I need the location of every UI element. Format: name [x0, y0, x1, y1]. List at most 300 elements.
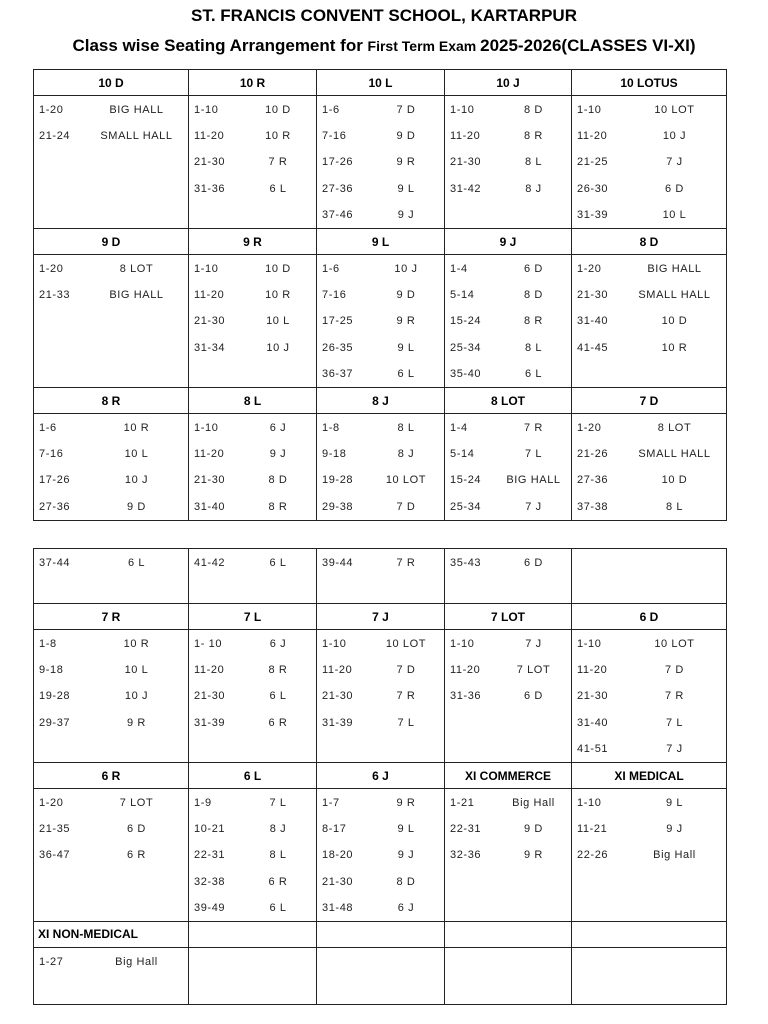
class-header-6-j: 6 J	[317, 763, 445, 789]
roll-range: 1-8	[39, 638, 57, 651]
seating-cell	[445, 255, 572, 388]
seat-line	[572, 308, 726, 334]
roll-range: 1-10	[194, 422, 219, 435]
roll-range: 31-40	[577, 315, 609, 328]
room-assignment: BIG HALL	[109, 104, 164, 117]
subtitle-part-c: 2025-2026(CLASSES VI-XI)	[480, 36, 696, 55]
class-header-8-j: 8 J	[317, 388, 445, 414]
seat-line	[34, 790, 188, 816]
empty-header-cell	[572, 921, 727, 947]
seat-line	[445, 790, 571, 816]
roll-range: 11-20	[194, 448, 225, 461]
room-assignment: 10 L	[266, 315, 290, 328]
roll-range: 11-20	[450, 664, 481, 677]
seat-line	[572, 657, 726, 683]
room-assignment: 10 R	[265, 289, 291, 302]
room-assignment: 8 LOT	[657, 422, 692, 435]
roll-range: 9-18	[39, 664, 64, 677]
seat-line	[317, 335, 444, 361]
seating-cell	[34, 789, 189, 922]
roll-range: 32-36	[450, 849, 482, 862]
roll-range: 41-42	[194, 557, 226, 570]
seating-cell	[445, 96, 572, 229]
room-assignment: 8 R	[524, 315, 543, 328]
roll-range: 7-16	[322, 289, 347, 302]
roll-range: 7-16	[322, 130, 347, 143]
room-assignment: 7 R	[396, 690, 416, 703]
roll-range: 1-8	[322, 422, 340, 435]
seating-cell	[34, 96, 189, 229]
seat-line	[317, 467, 444, 493]
seat-line	[572, 467, 726, 493]
class-header-xi-non-medical: XI NON-MEDICAL	[34, 921, 189, 947]
roll-range: 1-20	[39, 104, 64, 117]
seat-line	[317, 97, 444, 123]
roll-range: 29-38	[322, 500, 354, 513]
seat-line	[34, 710, 188, 736]
roll-range: 11-20	[194, 664, 225, 677]
room-assignment: 10 R	[123, 638, 150, 651]
room-assignment: 6 D	[524, 690, 543, 703]
seat-line	[317, 176, 444, 202]
room-assignment: SMALL HALL	[638, 448, 711, 461]
room-assignment: 6 L	[127, 557, 146, 570]
roll-range: 9-18	[322, 448, 347, 461]
roll-range: 32-38	[194, 875, 226, 888]
class-header-7-r: 7 R	[34, 604, 189, 630]
class-header-6-r: 6 R	[34, 763, 189, 789]
seat-line	[189, 282, 316, 308]
roll-range: 21-30	[194, 315, 226, 328]
seat-line	[189, 123, 316, 149]
roll-range: 15-24	[450, 474, 482, 487]
seating-cell	[317, 255, 445, 388]
seating-cell	[317, 549, 445, 604]
seating-cell	[189, 255, 317, 388]
seat-line	[572, 97, 726, 123]
roll-range: 18-20	[322, 849, 354, 862]
class-header-row	[34, 763, 727, 789]
seating-cell	[317, 414, 445, 521]
room-assignment: 10 D	[661, 474, 688, 487]
room-assignment: 10 D	[265, 104, 291, 117]
empty-header-cell	[189, 921, 317, 947]
room-assignment: 6 R	[268, 875, 288, 888]
seat-line	[189, 256, 316, 282]
subtitle-part-b: First Term Exam	[367, 38, 481, 54]
seat-line	[189, 494, 316, 520]
class-header-row	[34, 921, 727, 947]
seat-line	[34, 97, 188, 123]
room-assignment: 9 D	[396, 130, 416, 143]
seat-line	[572, 256, 726, 282]
seat-line	[34, 550, 188, 576]
roll-range: 1-10	[194, 104, 219, 117]
roll-range: 11-21	[577, 823, 608, 836]
seating-table-page-1	[33, 69, 727, 521]
room-assignment: 6 L	[269, 901, 287, 914]
room-assignment: 6 L	[397, 367, 415, 380]
roll-range: 21-35	[39, 823, 71, 836]
seat-line	[34, 441, 188, 467]
room-assignment: 10 R	[123, 422, 150, 435]
seat-line	[189, 441, 316, 467]
roll-range: 1-27	[39, 956, 64, 969]
room-assignment: 10 J	[124, 474, 149, 487]
seat-line	[317, 149, 444, 175]
class-header-row	[34, 70, 727, 96]
seat-line	[34, 282, 188, 308]
class-header-10-d: 10 D	[34, 70, 189, 96]
empty-header-cell	[445, 921, 572, 947]
seat-line	[317, 869, 444, 895]
seat-line	[34, 816, 188, 842]
room-assignment: 10 L	[662, 208, 687, 221]
room-assignment: 8 D	[396, 875, 416, 888]
seat-line	[445, 631, 571, 657]
roll-range: 22-31	[450, 823, 482, 836]
seat-line	[189, 149, 316, 175]
seat-line	[445, 97, 571, 123]
seating-cell	[572, 255, 727, 388]
seat-line	[189, 415, 316, 441]
room-assignment: 6 R	[268, 716, 288, 729]
room-assignment: 8 R	[524, 130, 543, 143]
seat-line	[317, 282, 444, 308]
room-assignment: 6 L	[269, 690, 287, 703]
seating-row	[34, 255, 727, 388]
seat-line	[445, 842, 571, 868]
room-assignment: 10 LOT	[654, 638, 695, 651]
room-assignment: 10 J	[124, 690, 149, 703]
roll-range: 1-10	[322, 638, 347, 651]
seat-line	[317, 895, 444, 921]
roll-range: 31-39	[577, 208, 609, 221]
room-assignment: 8 J	[397, 448, 415, 461]
room-assignment: 7 L	[397, 716, 415, 729]
seat-line	[34, 631, 188, 657]
seat-line	[317, 683, 444, 709]
roll-range: 21-30	[322, 690, 354, 703]
seating-cell	[34, 255, 189, 388]
roll-range: 1-7	[322, 797, 340, 810]
room-assignment: 6 L	[524, 367, 543, 380]
seating-cell	[189, 96, 317, 229]
seating-row	[34, 947, 727, 1004]
seat-line	[445, 361, 571, 387]
room-assignment: 7 J	[666, 742, 683, 755]
roll-range: 19-28	[39, 690, 71, 703]
seat-line	[445, 176, 571, 202]
page-subtitle	[0, 36, 768, 56]
class-header-8-d: 8 D	[572, 229, 727, 255]
seat-line	[317, 657, 444, 683]
class-header-10-lotus: 10 LOTUS	[572, 70, 727, 96]
seating-cell	[34, 549, 189, 604]
seating-cell	[317, 630, 445, 763]
seat-line	[189, 790, 316, 816]
roll-range: 25-34	[450, 341, 482, 354]
roll-range: 21-30	[322, 875, 354, 888]
roll-range: 11-20	[577, 130, 608, 143]
class-header-xi-medical: XI MEDICAL	[572, 763, 727, 789]
room-assignment: 9 R	[396, 156, 416, 169]
roll-range: 22-26	[577, 849, 609, 862]
room-assignment: 7 LOT	[119, 797, 154, 810]
roll-range: 36-47	[39, 849, 71, 862]
seat-line	[572, 335, 726, 361]
room-assignment: 9 J	[666, 823, 683, 836]
roll-range: 37-46	[322, 208, 354, 221]
seating-cell	[572, 549, 727, 604]
room-assignment: 7 D	[396, 664, 416, 677]
roll-range: 1-6	[322, 104, 340, 117]
seating-row	[34, 789, 727, 922]
roll-range: 1-10	[577, 638, 602, 651]
seating-table-page-2	[33, 548, 727, 1005]
seating-cell	[34, 414, 189, 521]
room-assignment: 9 R	[524, 849, 543, 862]
seat-line	[34, 657, 188, 683]
roll-range: 8-17	[322, 823, 347, 836]
roll-range: 21-30	[194, 156, 226, 169]
room-assignment: Big Hall	[653, 849, 696, 862]
room-assignment: 9 R	[127, 716, 146, 729]
class-header-10-r: 10 R	[189, 70, 317, 96]
room-assignment: 7 R	[524, 422, 543, 435]
seat-line	[189, 710, 316, 736]
room-assignment: 10 LOT	[654, 104, 695, 117]
seat-line	[572, 282, 726, 308]
room-assignment: 6 J	[397, 901, 415, 914]
seating-cell	[34, 947, 189, 1004]
room-assignment: SMALL HALL	[638, 289, 711, 302]
class-header-7-l: 7 L	[189, 604, 317, 630]
roll-range: 1-4	[450, 422, 468, 435]
roll-range: 27-36	[577, 474, 609, 487]
room-assignment: 8 J	[525, 182, 542, 195]
roll-range: 5-14	[450, 448, 475, 461]
room-assignment: 9 J	[397, 849, 415, 862]
roll-range: 21-30	[450, 156, 482, 169]
seat-line	[572, 683, 726, 709]
roll-range: 31-40	[577, 716, 609, 729]
seat-line	[572, 441, 726, 467]
empty-header-cell	[317, 921, 445, 947]
room-assignment: BIG HALL	[506, 474, 561, 487]
seat-line	[572, 842, 726, 868]
roll-range: 1-10	[577, 797, 602, 810]
seating-cell	[445, 549, 572, 604]
seat-line	[34, 123, 188, 149]
room-assignment: 7 J	[666, 156, 683, 169]
roll-range: 21-33	[39, 289, 71, 302]
seating-row	[34, 96, 727, 229]
roll-range: 36-37	[322, 367, 354, 380]
seating-cell	[445, 414, 572, 521]
roll-range: 5-14	[450, 289, 475, 302]
room-assignment: 10 D	[661, 315, 688, 328]
seat-line	[445, 282, 571, 308]
seating-cell	[189, 549, 317, 604]
roll-range: 11-20	[322, 664, 353, 677]
roll-range: 1-6	[322, 263, 340, 276]
class-header-7-j: 7 J	[317, 604, 445, 630]
seat-line	[189, 308, 316, 334]
seat-line	[317, 631, 444, 657]
seating-cell	[189, 789, 317, 922]
room-assignment: 6 D	[127, 823, 146, 836]
class-header-8-lot: 8 LOT	[445, 388, 572, 414]
roll-range: 41-45	[577, 341, 609, 354]
room-assignment: 7 LOT	[516, 664, 551, 677]
class-header-row	[34, 604, 727, 630]
roll-range: 37-44	[39, 557, 71, 570]
seat-line	[189, 335, 316, 361]
seat-line	[572, 123, 726, 149]
roll-range: 31-36	[450, 690, 482, 703]
roll-range: 17-26	[322, 156, 354, 169]
seat-line	[445, 494, 571, 520]
seat-line	[34, 256, 188, 282]
roll-range: 21-30	[194, 474, 226, 487]
room-assignment: 6 L	[269, 182, 287, 195]
empty-cell	[189, 947, 317, 1004]
room-assignment: 9 L	[397, 341, 415, 354]
seat-line	[317, 790, 444, 816]
room-assignment: 7 L	[524, 448, 543, 461]
room-assignment: 8 L	[665, 500, 684, 513]
roll-range: 1-10	[194, 263, 219, 276]
seat-line	[572, 736, 726, 762]
seat-line	[189, 97, 316, 123]
seat-line	[445, 149, 571, 175]
seating-row	[34, 414, 727, 521]
roll-range: 1-6	[39, 422, 57, 435]
class-header-9-d: 9 D	[34, 229, 189, 255]
seat-line	[189, 467, 316, 493]
seating-row	[34, 630, 727, 763]
room-assignment: 10 R	[265, 130, 291, 143]
room-assignment: 10 L	[124, 664, 149, 677]
room-assignment: 7 D	[396, 500, 416, 513]
roll-range: 17-26	[39, 474, 71, 487]
seat-line	[189, 895, 316, 921]
roll-range: 11-20	[194, 289, 225, 302]
seat-line	[317, 415, 444, 441]
room-assignment: 9 L	[397, 823, 415, 836]
seating-cell	[572, 789, 727, 922]
seat-line	[189, 657, 316, 683]
seat-line	[445, 415, 571, 441]
roll-range: 31-36	[194, 182, 226, 195]
room-assignment: 6 J	[269, 422, 287, 435]
roll-range: 21-25	[577, 156, 609, 169]
roll-range: 11-20	[577, 664, 608, 677]
roll-range: 21-26	[577, 448, 609, 461]
seat-line	[572, 415, 726, 441]
seating-cell	[317, 789, 445, 922]
roll-range: 39-44	[322, 557, 354, 570]
seat-line	[317, 494, 444, 520]
roll-range: 22-31	[194, 849, 226, 862]
room-assignment: 6 D	[524, 557, 543, 570]
roll-range: 1- 10	[194, 638, 223, 651]
roll-range: 7-16	[39, 448, 64, 461]
seating-cell	[317, 96, 445, 229]
class-header-7-d: 7 D	[572, 388, 727, 414]
room-assignment: 7 D	[665, 664, 684, 677]
seat-line	[189, 816, 316, 842]
room-assignment: 10 LOT	[385, 638, 427, 651]
roll-range: 10-21	[194, 823, 226, 836]
seating-cell	[34, 630, 189, 763]
room-assignment: 7 J	[525, 638, 542, 651]
seating-cell	[572, 96, 727, 229]
roll-range: 1-10	[450, 104, 475, 117]
roll-range: 31-39	[194, 716, 226, 729]
room-assignment: 8 J	[269, 823, 287, 836]
seat-line	[317, 256, 444, 282]
room-assignment: 6 D	[665, 182, 684, 195]
empty-cell	[445, 947, 572, 1004]
seat-line	[317, 202, 444, 228]
roll-range: 29-37	[39, 716, 71, 729]
room-assignment: 8 D	[524, 104, 543, 117]
seat-line	[317, 361, 444, 387]
school-name: ST. FRANCIS CONVENT SCHOOL, KARTARPUR	[191, 6, 577, 25]
roll-range: 31-48	[322, 901, 354, 914]
seating-cell	[445, 630, 572, 763]
room-assignment: 7 L	[269, 797, 287, 810]
seat-line	[34, 494, 188, 520]
room-assignment: 9 D	[524, 823, 543, 836]
seat-line	[189, 869, 316, 895]
roll-range: 26-35	[322, 341, 354, 354]
seat-line	[189, 550, 316, 576]
room-assignment: Big Hall	[115, 956, 158, 969]
seat-line	[572, 790, 726, 816]
roll-range: 31-39	[322, 716, 354, 729]
roll-range: 11-20	[194, 130, 225, 143]
seat-line	[34, 842, 188, 868]
room-assignment: 8 D	[524, 289, 543, 302]
seat-line	[572, 202, 726, 228]
seat-line	[445, 441, 571, 467]
roll-range: 11-20	[450, 130, 481, 143]
room-assignment: 9 R	[396, 315, 416, 328]
room-assignment: 9 L	[665, 797, 684, 810]
seat-line	[445, 683, 571, 709]
class-header-7-lot: 7 LOT	[445, 604, 572, 630]
room-assignment: 10 D	[265, 263, 291, 276]
room-assignment: 7 R	[665, 690, 684, 703]
room-assignment: 8 R	[268, 500, 288, 513]
roll-range: 1-20	[577, 422, 602, 435]
room-assignment: 6 R	[127, 849, 146, 862]
room-assignment: 10 L	[124, 448, 149, 461]
room-assignment: 7 R	[268, 156, 288, 169]
room-assignment: 9 J	[269, 448, 287, 461]
subtitle-part-a: Class wise Seating Arrangement for	[72, 36, 368, 55]
class-header-row	[34, 229, 727, 255]
seating-cell	[445, 789, 572, 922]
seat-line	[317, 816, 444, 842]
room-assignment: 9 J	[397, 208, 415, 221]
seating-cell	[572, 630, 727, 763]
seating-cell	[572, 414, 727, 521]
seat-line	[572, 816, 726, 842]
